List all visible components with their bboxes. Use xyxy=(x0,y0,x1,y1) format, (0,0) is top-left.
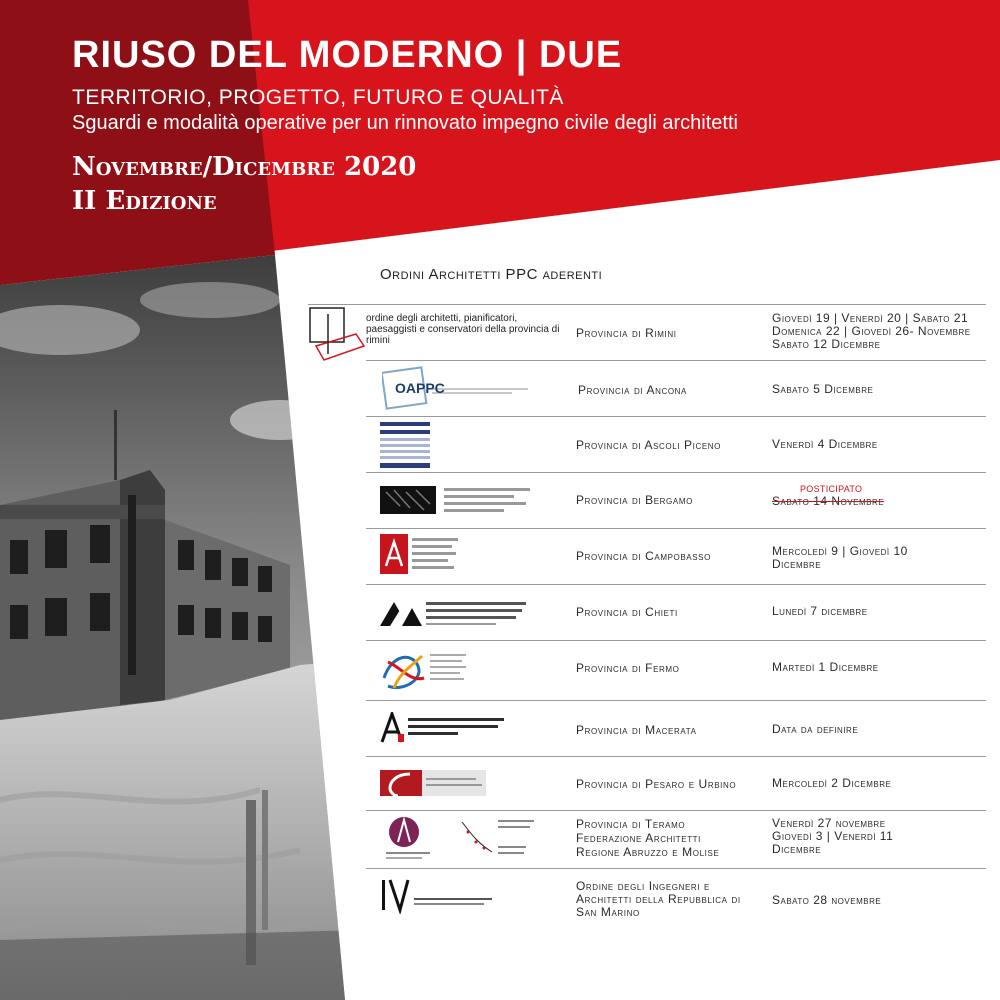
divider xyxy=(308,304,986,305)
dates-campobasso: Mercoledì 9 | Giovedì 10 Dicembre xyxy=(772,544,908,571)
divider xyxy=(366,584,986,585)
dates-pesaro-urbino: Mercoledì 2 Dicembre xyxy=(772,776,892,790)
divider xyxy=(366,756,986,757)
province-teramo-federazione: Provincia di Teramo Federazione Architetti Regione Abruzzo e Molise xyxy=(576,817,720,859)
divider xyxy=(366,868,986,869)
rimini-order-logo xyxy=(306,306,368,364)
province-ancona: Provincia di Ancona xyxy=(578,383,687,397)
divider xyxy=(366,700,986,701)
dates-ancona: Sabato 5 Dicembre xyxy=(772,382,874,396)
subtitle-description: Sguardi e modalità operative per un rinnovato impegno civile degli architetti xyxy=(72,112,738,134)
dates-ascoli-piceno: Venerdì 4 Dicembre xyxy=(772,437,878,451)
dates-macerata: Data da definire xyxy=(772,722,859,736)
teramo-federazione-logo xyxy=(380,812,540,864)
province-bergamo: Provincia di Bergamo xyxy=(576,493,693,507)
province-ascoli-piceno: Provincia di Ascoli Piceno xyxy=(576,438,721,452)
dates-rimini: Giovedì 19 | Venerdì 20 | Sabato 21 Domenica 22 | Giovedì 26- Novembre Sabato 12 Dicembre xyxy=(772,311,971,351)
subtitle-theme: TERRITORIO, PROGETTO, FUTURO E QUALITÀ xyxy=(72,86,564,109)
pesaro-order-logo xyxy=(380,770,488,796)
fermo-order-logo xyxy=(378,648,470,694)
san-marino-order-logo xyxy=(380,878,500,914)
dates-bergamo: Sabato 14 Novembre xyxy=(772,494,885,508)
page-title: RIUSO DEL MODERNO | DUE xyxy=(72,34,623,76)
macerata-order-logo xyxy=(380,712,510,744)
divider xyxy=(366,472,986,473)
rimini-logo-text: ordine degli architetti, pianificatori, paesaggisti e conservatori della provincia di rimini xyxy=(366,313,560,346)
event-dates: Novembre/Dicembre 2020 xyxy=(72,152,417,182)
campobasso-order-logo xyxy=(380,534,462,578)
dates-teramo-federazione: Venerdì 27 novembre Giovedì 3 | Venerdì 11 Dicembre xyxy=(772,816,894,856)
divider xyxy=(366,360,986,361)
province-macerata: Provincia di Macerata xyxy=(576,723,697,737)
divider xyxy=(366,640,986,641)
dates-chieti: Lunedì 7 dicembre xyxy=(772,604,868,618)
divider xyxy=(366,528,986,529)
divider xyxy=(366,416,986,417)
dates-san-marino: Sabato 28 novembre xyxy=(772,893,882,907)
province-rimini: Provincia di Rimini xyxy=(576,326,677,340)
ascoli-order-logo xyxy=(380,420,434,470)
province-chieti: Provincia di Chieti xyxy=(576,605,678,619)
chieti-order-logo xyxy=(380,598,530,628)
province-campobasso: Provincia di Campobasso xyxy=(576,549,711,563)
edition-label: II Edizione xyxy=(72,186,217,216)
dates-fermo: Martedì 1 Dicembre xyxy=(772,660,879,674)
postponed-label: POSTICIPATO xyxy=(800,484,863,494)
ordine-san-marino: Ordine degli Ingegneri e Architetti della Repubblica di San Marino xyxy=(576,879,741,919)
province-pesaro-urbino: Provincia di Pesaro e Urbino xyxy=(576,777,737,791)
divider xyxy=(366,810,986,811)
bergamo-order-logo xyxy=(380,484,536,516)
ancona-logo-text: OAPPC xyxy=(395,380,445,396)
list-title: Ordini Architetti PPC aderenti xyxy=(380,266,603,283)
province-fermo: Provincia di Fermo xyxy=(576,661,680,675)
